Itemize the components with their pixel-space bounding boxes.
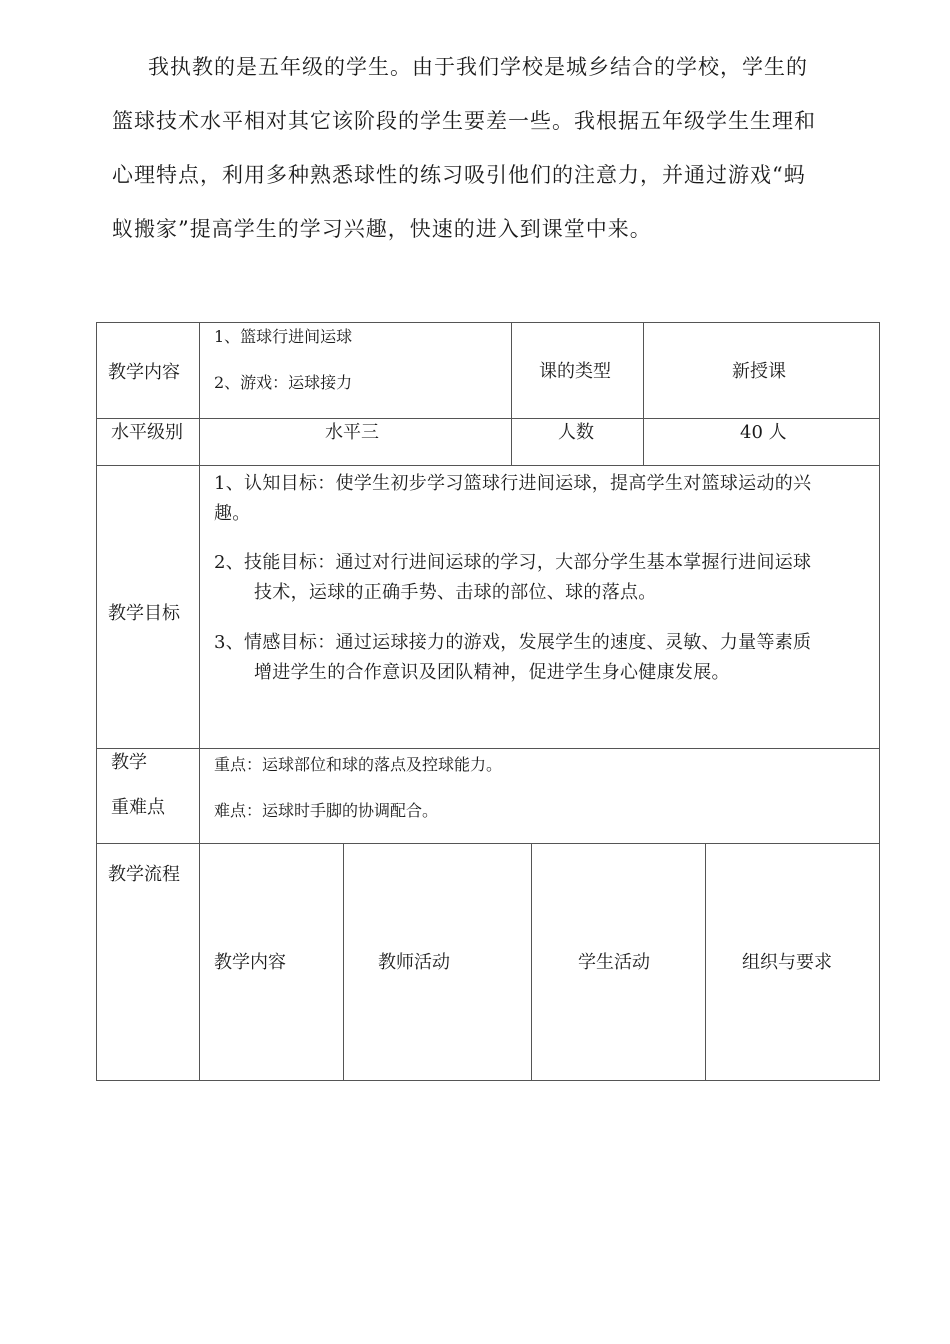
- type-value: 新授课: [732, 361, 786, 382]
- table-border: [343, 843, 344, 1081]
- table-border: [96, 748, 880, 749]
- goal-item: [214, 628, 876, 688]
- goal-text: 1、认知目标：使学生初步学习篮球行进间运球，提高学生对篮球运动的兴: [214, 473, 812, 494]
- table-border: [879, 322, 880, 1081]
- table-border: [96, 418, 880, 419]
- table-border: [705, 843, 706, 1081]
- difficulty-point: 难点：运球时手脚的协调配合。: [214, 801, 439, 820]
- goals-label: 教学目标: [108, 603, 180, 624]
- intro-line: 我执教的是五年级的学生。由于我们学校是城乡结合的学校，学生的: [148, 55, 808, 79]
- goal-text: 增进学生的合作意识及团队精神，促进学生身心健康发展。: [254, 662, 730, 683]
- content-item: 2、游戏：运球接力: [214, 373, 353, 392]
- key-label: 教学: [111, 752, 147, 773]
- intro-paragraph: [112, 40, 877, 256]
- intro-line: 蚁搬家”提高学生的学习兴趣，快速的进入到课堂中来。: [112, 217, 652, 241]
- content-label: 教学内容: [108, 362, 180, 383]
- goal-text: 2、技能目标：通过对行进间运球的学习，大部分学生基本掌握行进间运球: [214, 552, 812, 573]
- level-value: 水平三: [325, 422, 379, 443]
- intro-line: 心理特点，利用多种熟悉球性的练习吸引他们的注意力，并通过游戏“蚂: [112, 163, 806, 187]
- count-label: 人数: [558, 422, 594, 443]
- goal-item: [214, 469, 876, 529]
- table-border: [96, 322, 97, 1081]
- flow-header: 教师活动: [378, 952, 450, 973]
- key-point: 重点：运球部位和球的落点及控球能力。: [214, 755, 503, 774]
- flow-header: 学生活动: [578, 952, 650, 973]
- content-item: 1、篮球行进间运球: [214, 327, 353, 346]
- table-border: [531, 843, 532, 1081]
- table-border: [96, 322, 880, 323]
- table-border: [96, 843, 880, 844]
- goal-text: 趣。: [214, 503, 251, 524]
- table-border: [96, 465, 880, 466]
- level-label: 水平级别: [111, 422, 183, 443]
- key-label: 重难点: [111, 797, 165, 818]
- goal-text: 技术，运球的正确手势、击球的部位、球的落点。: [254, 582, 657, 603]
- flow-header: 组织与要求: [742, 952, 832, 973]
- goal-item: [214, 548, 876, 608]
- table-border: [199, 322, 200, 1081]
- goal-text: 3、情感目标：通过运球接力的游戏，发展学生的速度、灵敏、力量等素质: [214, 632, 812, 653]
- table-border: [643, 322, 644, 466]
- table-border: [511, 322, 512, 466]
- count-value: 40 人: [740, 422, 787, 443]
- intro-line: 篮球技术水平相对其它该阶段的学生要差一些。我根据五年级学生生理和: [112, 109, 816, 133]
- table-border: [96, 1080, 880, 1081]
- flow-label: 教学流程: [108, 864, 180, 885]
- flow-header: 教学内容: [214, 952, 286, 973]
- type-label: 课的类型: [539, 361, 611, 382]
